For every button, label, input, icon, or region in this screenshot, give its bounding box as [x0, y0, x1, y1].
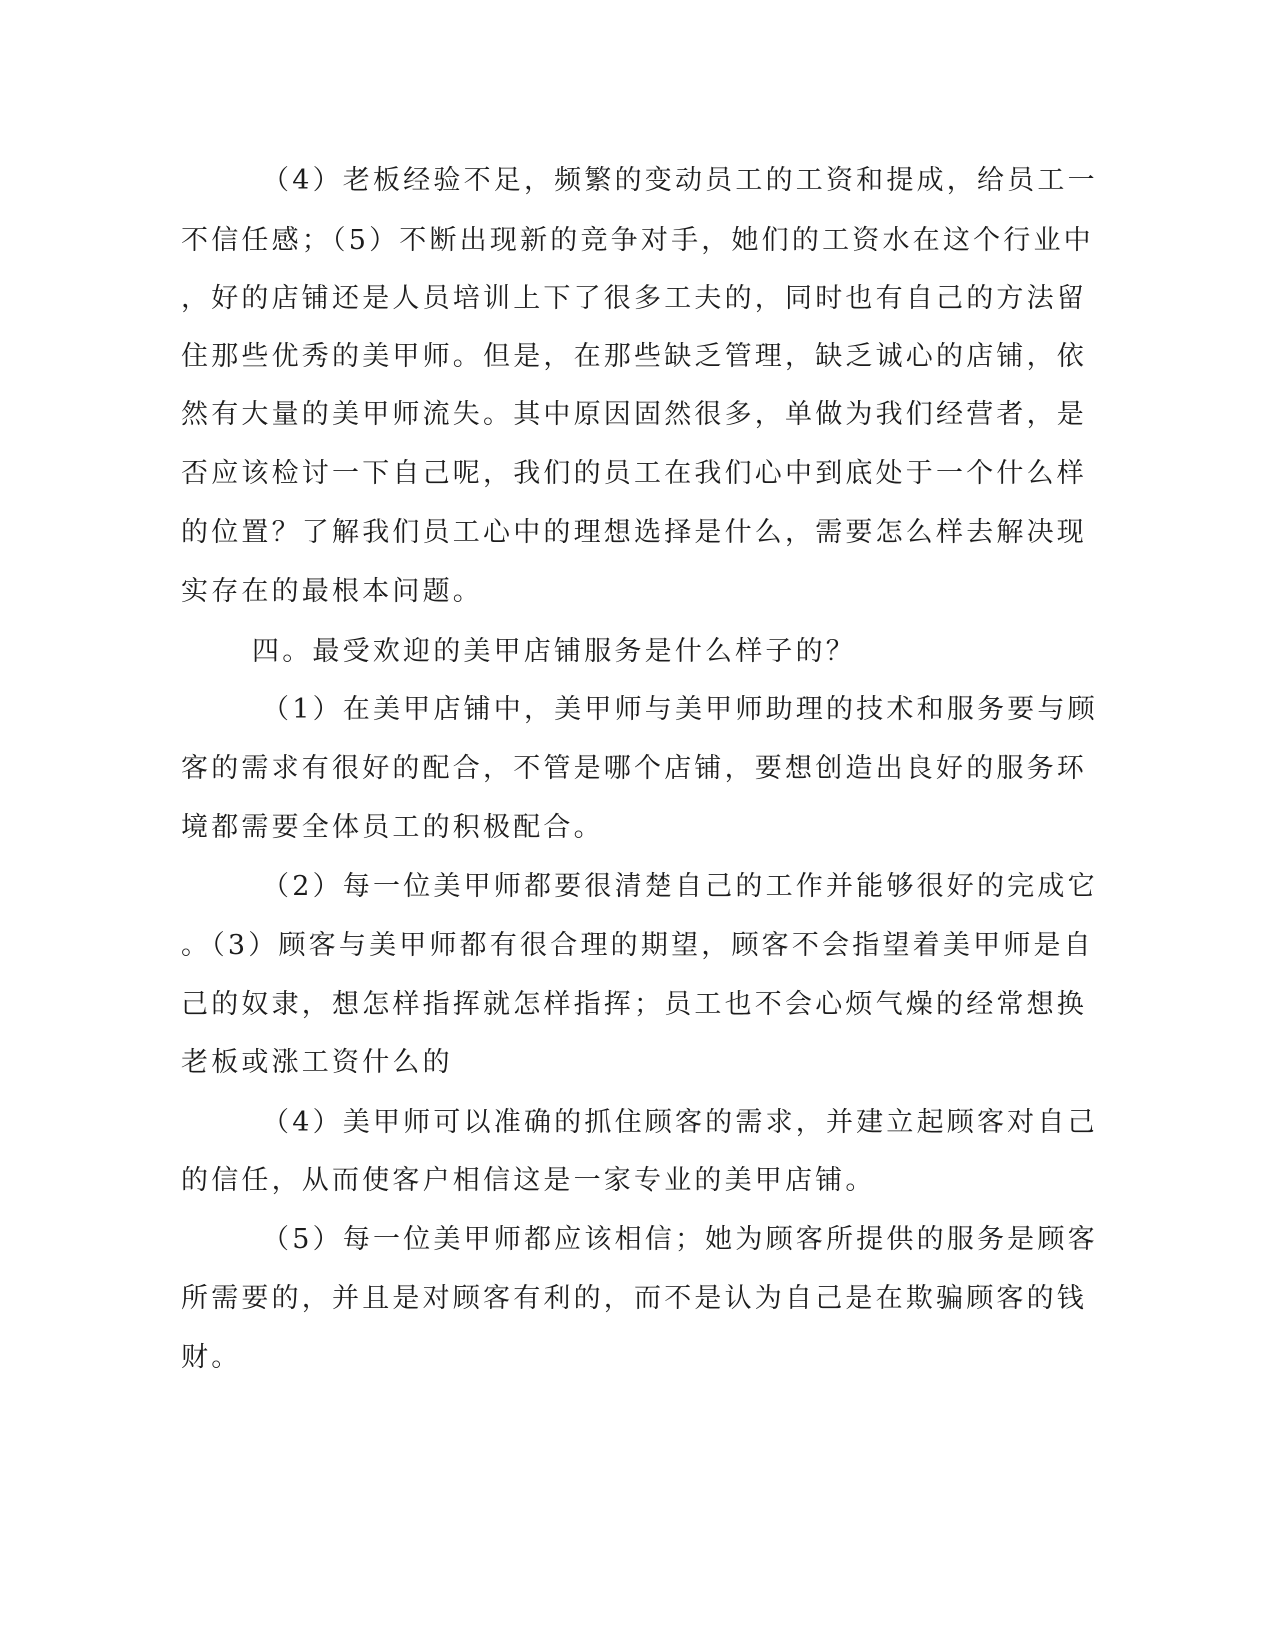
- text-line: ，好的店铺还是人员培训上下了很多工夫的，同时也有自己的方法留: [181, 283, 1087, 314]
- text-line: 的信任，从而使客户相信这是一家专业的美甲店铺。: [181, 1165, 876, 1196]
- text-line: 然有大量的美甲师流失。其中原因固然很多，单做为我们经营者，是: [181, 399, 1087, 430]
- text-line: 住那些优秀的美甲师。但是，在那些缺乏管理，缺乏诚心的店铺，依: [181, 341, 1087, 372]
- text-line: 否应该检讨一下自己呢，我们的员工在我们心中到底处于一个什么样: [181, 458, 1087, 489]
- text-line: 。（3）顾客与美甲师都有很合理的期望，顾客不会指望着美甲师是自: [181, 930, 1094, 961]
- text-line: （5）每一位美甲师都应该相信；她为顾客所提供的服务是顾客: [262, 1224, 1098, 1255]
- text-line: （2）每一位美甲师都要很清楚自己的工作并能够很好的完成它: [262, 871, 1098, 902]
- text-line: 老板或涨工资什么的: [181, 1047, 453, 1078]
- text-line: 财。: [181, 1342, 242, 1373]
- text-line: （4）老板经验不足，频繁的变动员工的工资和提成，给员工一: [262, 165, 1098, 196]
- text-line: 不信任感；（5）不断出现新的竞争对手，她们的工资水在这个行业中: [181, 225, 1094, 256]
- text-line: 己的奴隶，想怎样指挥就怎样指挥；员工也不会心烦气燥的经常想换: [181, 989, 1087, 1020]
- text-line: （1）在美甲店铺中，美甲师与美甲师助理的技术和服务要与顾: [262, 694, 1098, 725]
- section-heading: 四。最受欢迎的美甲店铺服务是什么样子的？: [252, 636, 856, 667]
- text-line: （4）美甲师可以准确的抓住顾客的需求，并建立起顾客对自己: [262, 1107, 1098, 1138]
- text-line: 实存在的最根本问题。: [181, 576, 483, 607]
- text-line: 的位置？了解我们员工心中的理想选择是什么，需要怎么样去解决现: [181, 517, 1087, 548]
- text-line: 境都需要全体员工的积极配合。: [181, 812, 604, 843]
- text-line: 客的需求有很好的配合，不管是哪个店铺，要想创造出良好的服务环: [181, 753, 1087, 784]
- text-line: 所需要的，并且是对顾客有利的，而不是认为自己是在欺骗顾客的钱: [181, 1283, 1087, 1314]
